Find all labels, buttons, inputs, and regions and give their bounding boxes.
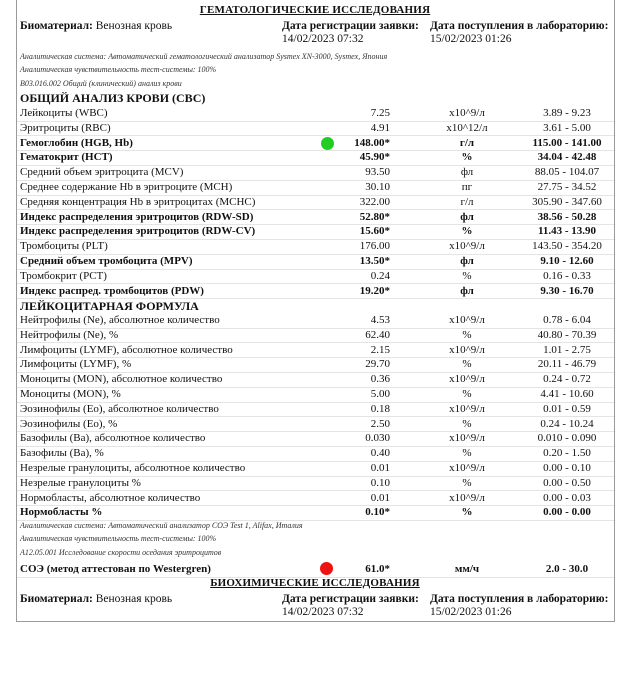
arrival-date-label: Дата поступления в лабораторию: [430,20,609,32]
test-name: Гемоглобин (HGB, Hb) [20,136,133,149]
test-code: B03.016.002 Общий (клинический) анализ крови [20,79,182,88]
esr-analyzer-note: Аналитическая система: Автоматический анализатор СОЭ Test 1, Alifax, Италия [20,521,303,530]
left-border [16,0,17,622]
test-value: 176.00 [359,240,390,253]
table-row [16,328,614,344]
test-value: 0.36 [370,373,390,386]
test-name: Эозинофилы (Eo), % [20,417,118,430]
biochem-arrival-date-block [430,593,608,619]
test-unit: г/л [459,136,475,149]
test-name: Нейтрофилы (Ne), абсолютное количество [20,314,220,326]
test-unit: % [461,506,473,519]
test-name: Лейкоциты (WBC) [20,107,108,119]
test-unit: фл [460,284,474,297]
test-name: Лимфоциты (LYMF), абсолютное количество [20,343,233,356]
biochem-biomaterial-label: Биоматериал: [20,593,93,605]
reference-range: 2.0 - 30.0 [545,563,589,575]
test-unit: x10^9/л [449,432,485,445]
reference-range: 0.01 - 0.59 [543,402,591,415]
test-name: Моноциты (MON), абсолютное количество [20,373,223,386]
test-value: 0.10 [370,476,390,489]
test-value: 0.030 [365,432,390,445]
reference-range: 3.89 - 9.23 [543,107,591,119]
table-row [16,165,614,181]
test-name: Гематокрит (HCT) [20,151,113,164]
biomaterial-label: Биоматериал: [20,20,93,32]
test-value: 0.40 [370,447,390,460]
test-name: СОЭ (метод аттестован по Westergren) [20,563,211,575]
leukocyte-formula-header: ЛЕЙКОЦИТАРНАЯ ФОРМУЛА [20,299,199,313]
test-value: 13.50* [359,255,390,267]
test-value: 7.25 [370,107,390,119]
test-value: 2.15 [370,343,390,356]
test-unit: x10^9/л [449,373,485,386]
reference-range: 9.30 - 16.70 [540,284,594,297]
table-row [16,284,614,300]
test-value: 29.70 [365,358,390,371]
table-row [16,136,614,152]
registration-date-block [282,20,419,46]
biochem-registration-date-block [282,593,419,619]
test-value: 62.40 [365,328,390,341]
reference-range: 0.16 - 0.33 [543,269,591,282]
table-row [16,239,614,255]
test-value: 322.00 [359,195,390,208]
reference-range: 115.00 - 141.00 [532,136,602,149]
table-row [16,121,614,137]
biomaterial-block [20,20,172,33]
test-value: 0.01 [370,462,390,474]
test-unit: % [462,447,472,460]
test-unit: x10^9/л [449,343,485,356]
table-row [16,106,614,122]
test-unit: фл [460,255,474,267]
test-value: 0.18 [370,402,390,415]
sensitivity-note: Аналитическая чувствительность тест-системы: 100% [20,65,217,74]
test-name: Среднее содержание Hb в эритроците (MCH) [20,181,233,193]
hematology-section-title: ГЕМАТОЛОГИЧЕСКИЕ ИССЛЕДОВАНИЯ [199,4,431,16]
bottom-border [16,621,614,622]
table-row [16,505,614,521]
table-row [16,476,614,492]
table-row [16,195,614,211]
table-row [16,372,614,388]
test-unit: % [462,328,472,341]
test-name: Средний объем тромбоцита (MPV) [20,255,193,267]
biochem-registration-date-label: Дата регистрации заявки: [282,593,419,605]
test-value: 5.00 [370,388,390,400]
test-unit: % [461,151,473,164]
reference-range: 3.61 - 5.00 [543,121,591,134]
reference-range: 1.01 - 2.75 [543,343,591,356]
test-name: Тромбокрит (PCT) [20,269,107,282]
test-name: Эозинофилы (Eo), абсолютное количество [20,402,219,415]
test-name: Индекс распред. тромбоцитов (PDW) [20,284,204,297]
test-value: 52.80* [359,210,390,223]
biochem-arrival-date-label: Дата поступления в лабораторию: [430,593,609,605]
test-value: 4.53 [370,314,390,326]
test-name: Индекс распределения эритроцитов (RDW-SD) [20,210,254,223]
test-name: Базофилы (Ba), % [20,447,104,460]
test-unit: x10^9/л [449,491,485,504]
reference-range: 0.00 - 0.10 [543,462,591,474]
reference-range: 0.20 - 1.50 [543,447,591,460]
test-value: 19.20* [359,284,390,297]
test-value: 0.10* [365,506,390,519]
biochem-registration-date-value: 14/02/2023 07:32 [282,606,364,618]
table-row [16,269,614,285]
biochemistry-section-title: БИОХИМИЧЕСКИЕ ИССЛЕДОВАНИЯ [210,577,420,589]
reference-range: 34.04 - 42.48 [537,151,597,164]
test-value: 45.90* [359,151,390,164]
test-value: 2.50 [370,417,390,430]
test-name: Незрелые гранулоциты, абсолютное количество [20,462,246,474]
test-unit: x10^9/л [449,107,485,119]
test-unit: г/л [460,195,474,208]
test-name: Эритроциты (RBC) [20,121,111,134]
esr-sensitivity-note: Аналитическая чувствительность тест-системы: 100% [20,534,217,543]
reference-range: 0.010 - 0.090 [537,432,597,445]
reference-range: 27.75 - 34.52 [537,181,597,193]
test-name: Нормобласты, абсолютное количество [20,491,201,504]
reference-range: 40.80 - 70.39 [537,328,597,341]
test-unit: % [462,388,472,400]
test-name: Индекс распределения эритроцитов (RDW-CV) [20,225,256,238]
test-unit: x10^12/л [446,121,488,134]
test-unit: % [462,417,472,430]
test-name: Нейтрофилы (Ne), % [20,328,119,341]
table-row [16,180,614,196]
test-unit: x10^9/л [449,402,485,415]
table-row [16,491,614,507]
esr-test-code: A12.05.001 Исследование скорости оседания эритроцитов [20,548,222,557]
analyzer-note: Аналитическая система: Автоматический гематологический анализатор Sysmex XN-3000, Sysmex, Япония [20,52,388,61]
test-name: Незрелые гранулоциты % [20,476,141,489]
test-name: Средняя концентрация Hb в эритроцитах (MCHC) [20,195,256,208]
test-value: 15.60* [359,225,390,238]
reference-range: 20.11 - 46.79 [537,358,597,371]
table-row [16,254,614,270]
test-value: 61.0* [365,563,390,575]
table-row [16,562,614,578]
lab-report-page [16,0,614,622]
table-row [16,313,614,329]
table-row [16,446,614,462]
table-row [16,224,614,240]
reference-range: 38.56 - 50.28 [537,210,597,223]
table-row [16,461,614,477]
reference-range: 9.10 - 12.60 [540,255,594,267]
table-row [16,357,614,373]
reference-range: 0.00 - 0.00 [543,506,591,519]
test-value: 148.00* [354,136,390,149]
reference-range: 0.00 - 0.03 [543,491,591,504]
reference-range: 0.00 - 0.50 [543,476,591,489]
test-name: Базофилы (Ba), абсолютное количество [20,432,206,445]
table-row [16,417,614,433]
test-value: 93.50 [365,166,390,179]
test-unit: мм/ч [454,563,480,575]
test-value: 4.91 [370,121,390,134]
table-row [16,343,614,359]
test-unit: % [462,269,472,282]
biochem-biomaterial-block [20,593,172,606]
arrival-date-block [430,20,608,46]
test-unit: фл [460,166,474,179]
biomaterial-value: Венозная кровь [95,20,173,32]
green-marker-icon [321,137,334,150]
test-value: 0.01 [370,491,390,504]
arrival-date-value: 15/02/2023 01:26 [430,33,512,45]
test-unit: x10^9/л [449,462,485,474]
table-row [16,150,614,166]
table-row [16,210,614,226]
table-row [16,402,614,418]
test-unit: x10^9/л [449,314,485,326]
test-name: Лимфоциты (LYMF), % [20,358,132,371]
reference-range: 11.43 - 13.90 [537,225,597,238]
reference-range: 88.05 - 104.07 [534,166,600,179]
reference-range: 305.90 - 347.60 [532,195,602,208]
right-border [614,0,615,622]
table-row [16,387,614,403]
biochem-biomaterial-value: Венозная кровь [95,593,173,605]
reference-range: 0.24 - 0.72 [543,373,591,386]
registration-date-value: 14/02/2023 07:32 [282,33,364,45]
test-name: Тромбоциты (PLT) [20,240,108,253]
reference-range: 0.24 - 10.24 [540,417,594,430]
test-name: Средний объем эритроцита (MCV) [20,166,184,179]
test-name: Моноциты (MON), % [20,388,121,400]
red-marker-icon [320,562,333,575]
reference-range: 0.78 - 6.04 [543,314,591,326]
table-row [16,431,614,447]
test-name: Нормобласты % [20,506,103,519]
biochem-arrival-date-value: 15/02/2023 01:26 [430,606,512,618]
test-value: 30.10 [365,181,390,193]
test-unit: пг [461,181,473,193]
test-unit: % [462,476,472,489]
test-value: 0.24 [370,269,390,282]
cbc-header: ОБЩИЙ АНАЛИЗ КРОВИ (CBC) [20,91,206,105]
reference-range: 4.41 - 10.60 [540,388,594,400]
test-unit: % [461,225,473,238]
test-unit: фл [460,210,474,223]
test-unit: % [462,358,472,371]
test-unit: x10^9/л [449,240,485,253]
registration-date-label: Дата регистрации заявки: [282,20,419,32]
reference-range: 143.50 - 354.20 [532,240,602,253]
